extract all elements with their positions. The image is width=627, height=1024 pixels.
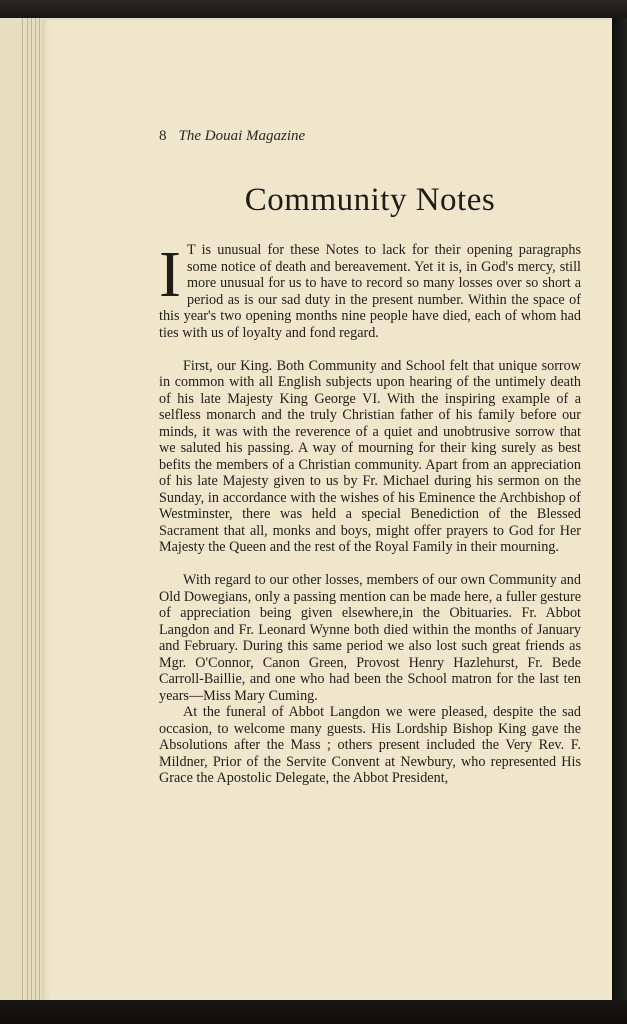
scan-right-edge — [612, 18, 627, 1004]
paragraph-3: With regard to our other losses, members of our own Community and Old Dowegians, only a passing mention can be made here, a fuller gesture of appreciation being given elsewhere,in the Obituaries. Fr. Abbot Langdon and Fr. Leonard Wynne both died within the months of January and February. During this same period we also lost such great friends as Mgr. O'Connor, Canon Green, Provost Henry Hazlehurst, Fr. Bede Carroll-Baillie, and one who had been the School matron for the last ten years—Miss Mary Cuming. — [159, 572, 581, 704]
page-number: 8 — [159, 128, 167, 144]
drop-cap: I — [159, 238, 181, 311]
paragraph-2: First, our King. Both Community and School felt that unique sorrow in common with all English subjects upon hearing of the untimely death of his late Majesty King George VI. With the inspiring example of a selfless monarch and the truly Christian father of his family before our minds, it was with the reverence of a quiet and unobtrusive sorrow that we saluted his passing. A way of mourning for their king surely as best befits the members of a Christian community. Apart from an appreciation of his late Majesty given to us by Fr. Michael during his sermon on the Sunday, in accordance with the wishes of his Eminence the Archbishop of Westminster, there was held a special Benediction of the Blessed Sacrament that all, monks and boys, might offer prayers to God for Her Majesty the Queen and the rest of the Royal Family in their mourning. — [159, 357, 581, 555]
paragraph-1 — [159, 238, 581, 341]
paragraph-1-text: T is unusual for these Notes to lack for their opening paragraphs some notice of death and bereavement. Yet it is, in God's mercy, still more unusual for us to have to record so many losses over so short a period as is our sad duty in the present number. Within the space of this year's two opening months nine people have died, each of whom had ties with us of loyalty and fond regard. — [159, 242, 581, 341]
running-head — [159, 128, 305, 145]
running-title: The Douai Magazine — [178, 128, 306, 144]
scan-bottom-edge — [0, 1000, 627, 1024]
article-heading: Community Notes — [244, 182, 496, 218]
paragraph-4: At the funeral of Abbot Langdon we were pleased, despite the sad occasion, to welcome many guests. His Lordship Bishop King gave the Absolutions after the Mass ; others present included the Very Rev. F. Mildner, Prior of the Servite Convent at Newbury, who represented His Grace the Apostolic Delegate, the Abbot President, — [159, 704, 581, 786]
article-body — [159, 238, 581, 787]
